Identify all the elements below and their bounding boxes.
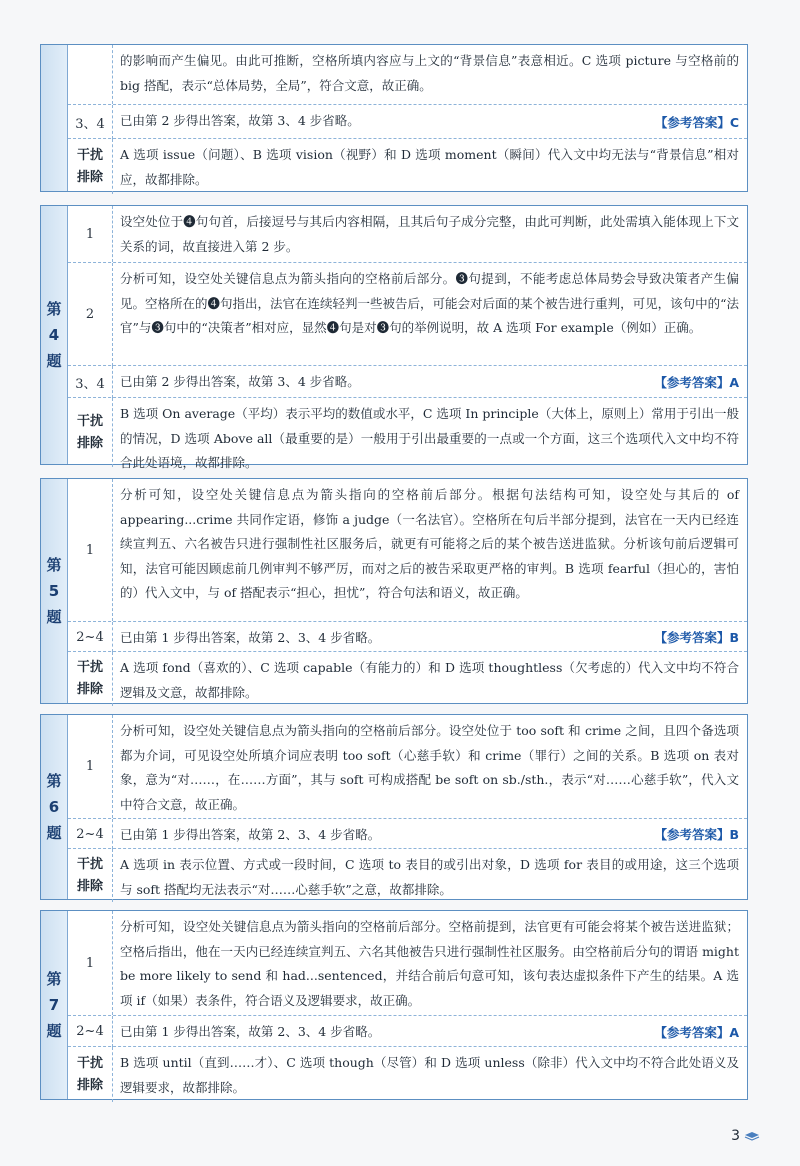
step-cell: 2 [68, 263, 113, 366]
question-3-continued [40, 44, 748, 192]
distractor-row [68, 397, 747, 470]
distractor-row [68, 651, 747, 706]
label-part: 排除 [76, 878, 103, 894]
distractor-row [68, 138, 747, 194]
question-label: 第 6 题 [46, 772, 62, 842]
side-bar [41, 206, 68, 464]
step-cell: 3、4 [68, 366, 113, 398]
label-part: 排除 [76, 169, 103, 185]
step-text: 分析可知，设空处关键信息点为箭头指向的空格前后部分。设空处位于 too soft 和 crime 之间，且四个备选项都为介词，可见设空处所填介词应表明 too soft（心慈手软）和 crime（罪行）之间的关系。B 选项 on 表对象，意为“对……，在……方面”，其与 soft 可构成搭配 be soft on sb./sth.，表示“对……心慈手软”，代入文中符合文意，故正确。 [120, 723, 739, 812]
distractor-label [68, 1047, 113, 1102]
distractor-text: A 选项 fond（喜欢的）、C 选项 capable（有能力的）和 D 选项 thoughtless（欠考虑的）代入文中均不符合逻辑及文意，故都排除。 [120, 660, 739, 700]
step-row [68, 911, 747, 1015]
label-part: 排除 [76, 435, 103, 451]
reference-answer: 【参考答案】B [654, 630, 739, 645]
page-number [731, 1128, 760, 1144]
side-bar [41, 45, 68, 191]
question-6 [40, 714, 748, 900]
skip-row [68, 1015, 747, 1047]
skip-row [68, 104, 747, 139]
step-row [68, 715, 747, 818]
page-number-text: 3 [731, 1128, 740, 1144]
question-label: 第 7 题 [46, 970, 62, 1040]
step-row [68, 479, 747, 621]
skip-text: 已由第 2 步得出答案，故第 3、4 步省略。 [120, 374, 360, 389]
question-7 [40, 910, 748, 1100]
step-cell: 1 [68, 206, 113, 262]
distractor-text: B 选项 On average（平均）表示平均的数值或水平，C 选项 In principle（大体上，原则上）常用于引出一般的情况，D 选项 Above all（最重要的是）一般用于引出最重要的一点或一个方面，这三个选项代入文中均不符合此处语境，故都排除。 [120, 406, 739, 470]
step-text: 分析可知，设空处关键信息点为箭头指向的空格前后部分。❸句提到，不能考虑总体局势会导致决策者产生偏见。空格所在的❹句指出，法官在连续轻判一些被告后，可能会对后面的某个被告进行重判，可见，该句中的“法官”与❸句中的“决策者”相对应，显然❹句是对❸句的举例说明，故 A 选项 For example（例如）正确。 [120, 271, 739, 335]
label-part: 干扰 [76, 856, 103, 872]
distractor-row [68, 1046, 747, 1102]
step-cell: 2~4 [68, 1016, 113, 1047]
step-text: 分析可知，设空处关键信息点为箭头指向的空格前后部分。根据句法结构可知，设空处与其后的 of appearing...crime 共同作定语，修饰 a judge（一名法官）。空格所在句后半部分提到，法官在一天内已经连续宣判五、六名被告只进行强制性社区服务后，就更有可能将之后的某个被告送进监狱。分析该句前后逻辑可知，法官可能因顾虑前几例审判不够严厉，而对之后的被告采取更严格的审判。B 选项 fearful（担心的，害怕的）代入文中，与 of 搭配表示“担心，担忧”，符合句法和语义，故正确。 [120, 487, 739, 600]
distractor-text: B 选项 until（直到……才）、C 选项 though（尽管）和 D 选项 unless（除非）代入文中均不符合此处语义及逻辑要求，故都排除。 [120, 1055, 739, 1095]
distractor-text: A 选项 in 表示位置、方式或一段时间，C 选项 to 表目的或引出对象，D 选项 for 表目的或用途，这三个选项与 soft 搭配均无法表示“对……心慈手软”之意，故都排除。 [120, 857, 739, 897]
step-cell: 1 [68, 479, 113, 621]
distractor-label [68, 652, 113, 706]
step-cell: 2~4 [68, 819, 113, 849]
step-text: 设空处位于❹句句首，后接逗号与其后内容相隔，且其后句子成分完整，由此可判断，此处需填入能体现上下文关系的词，故直接进入第 2 步。 [120, 214, 739, 254]
step-cell [68, 45, 113, 104]
skip-row [68, 818, 747, 849]
step-cell: 1 [68, 715, 113, 818]
skip-text: 已由第 1 步得出答案，故第 2、3、4 步省略。 [120, 630, 381, 645]
reference-answer: 【参考答案】B [654, 827, 739, 842]
side-bar [41, 479, 68, 703]
step-row [68, 206, 747, 262]
distractor-text: A 选项 issue（问题）、B 选项 vision（视野）和 D 选项 moment（瞬间）代入文中均无法与“背景信息”相对应，故都排除。 [120, 147, 739, 187]
label-part: 干扰 [76, 660, 103, 675]
label-part: 干扰 [76, 1055, 103, 1071]
reference-answer: 【参考答案】A [654, 375, 739, 390]
reference-answer: 【参考答案】A [654, 1024, 739, 1040]
analysis-text: 的影响而产生偏见。由此可推断，空格所填内容应与上文的“背景信息”表意相近。C 选项 picture 与空格前的 big 搭配，表示“总体局势，全局”，符合文意，故正确。 [120, 53, 739, 93]
side-bar [41, 911, 68, 1099]
skip-row [68, 365, 747, 398]
step-text: 分析可知，设空处关键信息点为箭头指向的空格前后部分。空格前提到，法官更有可能会将某个被告送进监狱；空格后指出，他在一天内已经连续宣判五、六名其他被告只进行强制性社区服务。由空格前后分句的谓语 might be more likely to send 和 had...sentenced，并结合前后句意可知，该句表达虚拟条件下产生的结果。A 选项 if（如果）表条件，符合语义及逻辑要求，故正确。 [120, 919, 739, 1008]
skip-row [68, 621, 747, 652]
side-bar [41, 715, 68, 899]
question-5 [40, 478, 748, 704]
skip-text: 已由第 1 步得出答案，故第 2、3、4 步省略。 [120, 1024, 381, 1039]
distractor-row [68, 848, 747, 902]
question-label: 第 4 题 [46, 300, 62, 370]
distractor-label [68, 849, 113, 902]
step-row [68, 262, 747, 366]
label-part: 排除 [76, 682, 103, 697]
distractor-label [68, 398, 113, 467]
label-part: 干扰 [76, 147, 103, 163]
reference-answer: 【参考答案】C [654, 115, 739, 130]
step-cell: 3、4 [68, 105, 113, 139]
label-part: 干扰 [76, 413, 103, 429]
distractor-label [68, 139, 113, 194]
question-label: 第 5 题 [46, 556, 62, 626]
analysis-row [68, 45, 747, 104]
book-stack-icon [744, 1131, 760, 1141]
step-cell: 2~4 [68, 622, 113, 652]
step-cell: 1 [68, 911, 113, 1015]
label-part: 排除 [76, 1077, 103, 1093]
skip-text: 已由第 2 步得出答案，故第 3、4 步省略。 [120, 113, 360, 128]
skip-text: 已由第 1 步得出答案，故第 2、3、4 步省略。 [120, 827, 381, 842]
question-4 [40, 205, 748, 470]
